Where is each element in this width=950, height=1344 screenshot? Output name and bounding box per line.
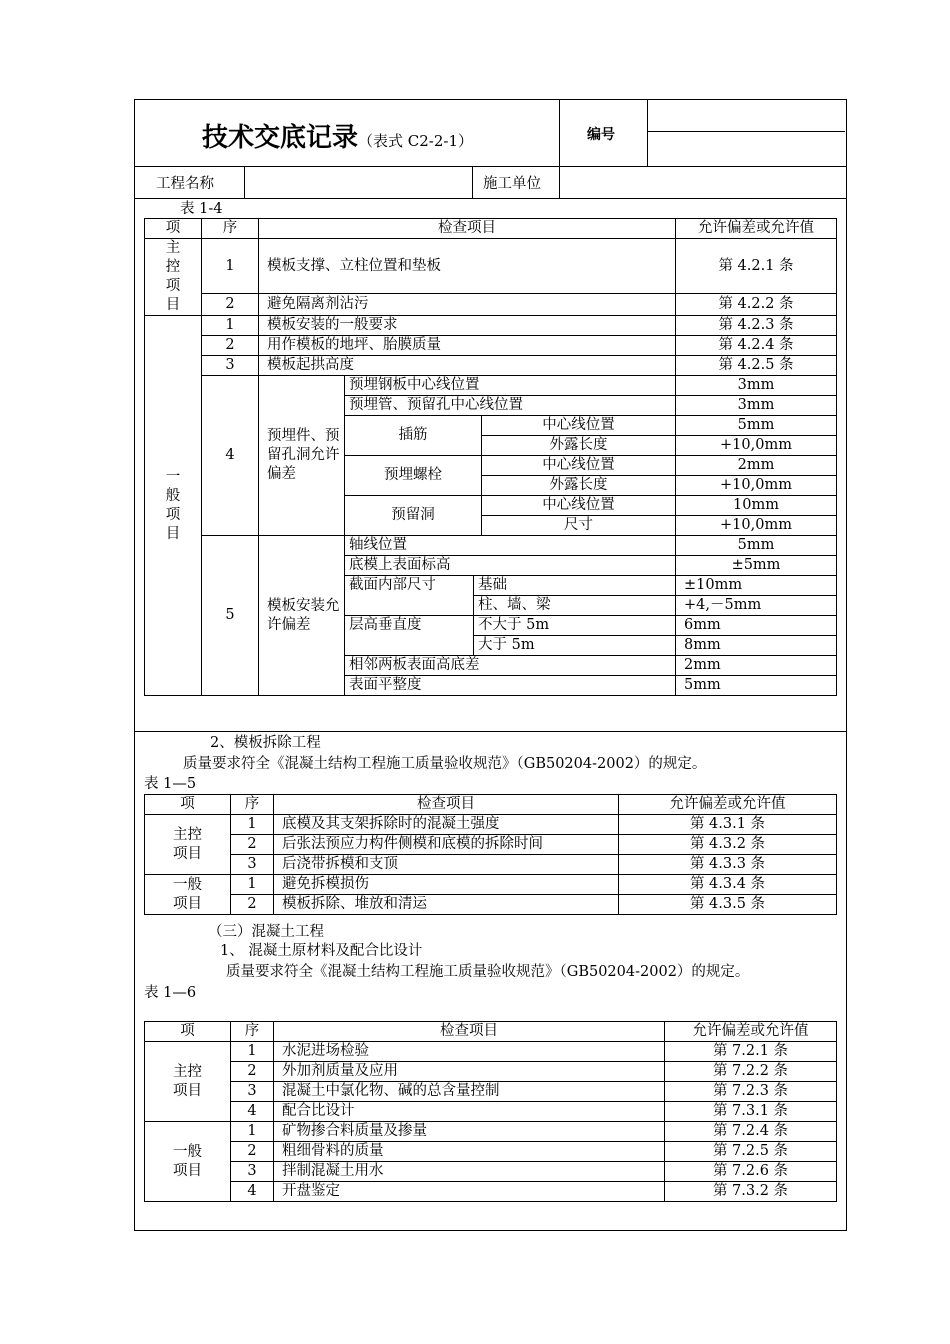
table-row-value: 第 7.3.1 条 (665, 1102, 837, 1122)
bottom-elevation-label: 底模上表面标高 (345, 556, 676, 576)
table-row-seq: 1 (202, 316, 259, 336)
bottom-elevation-value: ±5mm (676, 556, 837, 576)
section2-requirement: 质量要求符全《混凝土结构工程施工质量验收规范》（GB50204-2002）的规定。 (183, 756, 707, 772)
table-row-seq: 3 (202, 356, 259, 376)
group4-embedded-plate: 预埋钢板中心线位置 (345, 376, 676, 396)
table-1-6 (144, 1021, 837, 1202)
column-value: +4,－5mm (676, 596, 837, 616)
table-row-seq: 1 (231, 815, 274, 835)
number-label: 编号 (587, 127, 615, 143)
insert-bar-label: 插筋 (345, 416, 482, 456)
group5-label: 模板安装允许偏差 (259, 536, 345, 696)
main-control-label: 主控 项目 (145, 1042, 231, 1122)
table-row-item: 拌制混凝土用水 (274, 1162, 665, 1182)
form-code: （表式 C2-2-1） (358, 132, 474, 150)
section-divider (134, 731, 846, 732)
table-row-item: 模板安装的一般要求 (259, 316, 676, 336)
project-divider-2 (472, 166, 473, 198)
col-category-header: 项 (145, 219, 202, 239)
table-row-item: 用作模板的地坪、胎膜质量 (259, 336, 676, 356)
col-tolerance-header: 允许偏差或允许值 (619, 795, 837, 815)
header-row (134, 99, 846, 167)
group5-seq: 5 (202, 536, 259, 696)
main-control-label: 主控 项目 (145, 815, 231, 875)
foundation-value: ±10mm (676, 576, 837, 596)
section3-subheading: 1、 混凝土原材料及配合比设计 (220, 943, 423, 959)
le5-value: 6mm (676, 616, 837, 636)
flatness-label: 表面平整度 (345, 676, 676, 696)
col-seq-header: 序 (231, 1022, 274, 1042)
vertical-label: 层高垂直度 (345, 616, 474, 656)
section-size-label: 截面内部尺寸 (345, 576, 474, 616)
construction-unit-label: 施工单位 (483, 176, 541, 192)
table-row-seq: 3 (231, 855, 274, 875)
group4-embedded-pipe: 预埋管、预留孔中心线位置 (345, 396, 676, 416)
bolt-exposed-label: 外露长度 (482, 476, 676, 496)
table-row-value: 第 4.2.5 条 (676, 356, 837, 376)
table-row-seq: 2 (231, 835, 274, 855)
table-row-seq: 3 (231, 1162, 274, 1182)
hole-size-value: +10,0mm (676, 516, 837, 536)
axis-position-label: 轴线位置 (345, 536, 676, 556)
header-divider-1 (559, 99, 560, 166)
table-row-value: 第 4.3.3 条 (619, 855, 837, 875)
table-row-value: 第 7.3.2 条 (665, 1182, 837, 1202)
insert-center-value: 5mm (676, 416, 837, 436)
adjacent-label: 相邻两板表面高底差 (345, 656, 676, 676)
general-item-label: 一般 项目 (145, 875, 231, 915)
hole-label: 预留洞 (345, 496, 482, 536)
table-row-item: 底模及其支架拆除时的混凝土强度 (274, 815, 619, 835)
general-item-label: 一般 项目 (145, 1122, 231, 1202)
group4-seq: 4 (202, 376, 259, 536)
table-row-seq: 2 (202, 294, 259, 316)
group4-label: 预埋件、预留孔洞允许偏差 (259, 376, 345, 536)
flatness-value: 5mm (676, 676, 837, 696)
table-row-item: 避免拆模损伤 (274, 875, 619, 895)
section3-heading: （三）混凝土工程 (208, 924, 324, 940)
table-row-seq: 2 (231, 1142, 274, 1162)
project-name-field[interactable] (245, 166, 472, 198)
table-1-6-caption: 表 1—6 (144, 985, 197, 1001)
col-tolerance-header: 允许偏差或允许值 (676, 219, 837, 239)
table-row-item: 后张法预应力构件侧模和底模的拆除时间 (274, 835, 619, 855)
table-1-4-caption: 表 1-4 (180, 201, 223, 217)
col-seq-header: 序 (202, 219, 259, 239)
general-item-label: 一般项目 (145, 316, 202, 696)
col-seq-header: 序 (231, 795, 274, 815)
project-row (134, 166, 846, 199)
column-label: 柱、墙、梁 (474, 596, 676, 616)
table-row-seq: 1 (202, 239, 259, 294)
insert-exposed-label: 外露长度 (482, 436, 676, 456)
table-row-item: 模板起拱高度 (259, 356, 676, 376)
table-row-value: 第 7.2.5 条 (665, 1142, 837, 1162)
table-row-seq: 2 (202, 336, 259, 356)
col-item-header: 检查项目 (259, 219, 676, 239)
hole-size-label: 尺寸 (482, 516, 676, 536)
table-row-value: 第 4.2.4 条 (676, 336, 837, 356)
table-row-item: 混凝土中氯化物、碱的总含量控制 (274, 1082, 665, 1102)
table-row-item: 外加剂质量及应用 (274, 1062, 665, 1082)
insert-exposed-value: +10,0mm (676, 436, 837, 456)
table-row-value: 第 4.2.3 条 (676, 316, 837, 336)
col-item-header: 检查项目 (274, 795, 619, 815)
gt5-value: 8mm (676, 636, 837, 656)
table-row-value: 第 7.2.1 条 (665, 1042, 837, 1062)
table-row-value: 第 7.2.6 条 (665, 1162, 837, 1182)
le5-label: 不大于 5m (474, 616, 676, 636)
table-row-item: 矿物掺合料质量及掺量 (274, 1122, 665, 1142)
col-tolerance-header: 允许偏差或允许值 (665, 1022, 837, 1042)
section3-requirement: 质量要求符全《混凝土结构工程施工质量验收规范》（GB50204-2002）的规定。 (226, 964, 750, 980)
hole-center-value: 10mm (676, 496, 837, 516)
table-row-item: 模板支撑、立柱位置和垫板 (259, 239, 676, 294)
table-row-item: 开盘鉴定 (274, 1182, 665, 1202)
page-title: 技术交底记录 (202, 123, 359, 153)
table-row-value: 第 7.2.2 条 (665, 1062, 837, 1082)
table-row-value: 第 7.2.4 条 (665, 1122, 837, 1142)
table-row-item: 后浇带拆模和支顶 (274, 855, 619, 875)
table-row-item: 水泥进场检验 (274, 1042, 665, 1062)
table-1-5-caption: 表 1—5 (144, 776, 197, 792)
table-row-item: 粗细骨料的质量 (274, 1142, 665, 1162)
bolt-label: 预埋螺栓 (345, 456, 482, 496)
table-row-item: 避免隔离剂沾污 (259, 294, 676, 316)
table-row-seq: 3 (231, 1082, 274, 1102)
table-row-value: 第 4.2.2 条 (676, 294, 837, 316)
gt5-label: 大于 5m (474, 636, 676, 656)
table-row-value: 第 4.3.5 条 (619, 895, 837, 915)
table-row-value: 第 4.3.4 条 (619, 875, 837, 895)
insert-center-label: 中心线位置 (482, 416, 676, 436)
table-1-4 (144, 218, 837, 696)
number-field-divider (647, 131, 845, 132)
title-block (202, 117, 473, 154)
table-row-seq: 1 (231, 1042, 274, 1062)
adjacent-value: 2mm (676, 656, 837, 676)
table-row-value: 第 4.3.2 条 (619, 835, 837, 855)
group4-embedded-plate-value: 3mm (676, 376, 837, 396)
foundation-label: 基础 (474, 576, 676, 596)
project-name-label: 工程名称 (156, 176, 214, 192)
col-category-header: 项 (145, 1022, 231, 1042)
table-row-seq: 4 (231, 1182, 274, 1202)
hole-center-label: 中心线位置 (482, 496, 676, 516)
table-row-value: 第 4.3.1 条 (619, 815, 837, 835)
bolt-center-label: 中心线位置 (482, 456, 676, 476)
col-category-header: 项 (145, 795, 231, 815)
table-row-item: 配合比设计 (274, 1102, 665, 1122)
axis-position-value: 5mm (676, 536, 837, 556)
section2-heading: 2、模板拆除工程 (210, 735, 321, 751)
bolt-exposed-value: +10,0mm (676, 476, 837, 496)
table-1-5 (144, 794, 837, 915)
table-row-seq: 1 (231, 1122, 274, 1142)
col-item-header: 检查项目 (274, 1022, 665, 1042)
table-row-value: 第 7.2.3 条 (665, 1082, 837, 1102)
table-row-seq: 2 (231, 895, 274, 915)
bolt-center-value: 2mm (676, 456, 837, 476)
table-row-value: 第 4.2.1 条 (676, 239, 837, 294)
header-divider-2 (647, 99, 648, 166)
table-row-seq: 4 (231, 1102, 274, 1122)
table-row-seq: 2 (231, 1062, 274, 1082)
table-row-seq: 1 (231, 875, 274, 895)
construction-unit-field[interactable] (560, 166, 845, 198)
group4-embedded-pipe-value: 3mm (676, 396, 837, 416)
main-control-label: 主控项目 (145, 239, 202, 316)
table-row-item: 模板拆除、堆放和清运 (274, 895, 619, 915)
